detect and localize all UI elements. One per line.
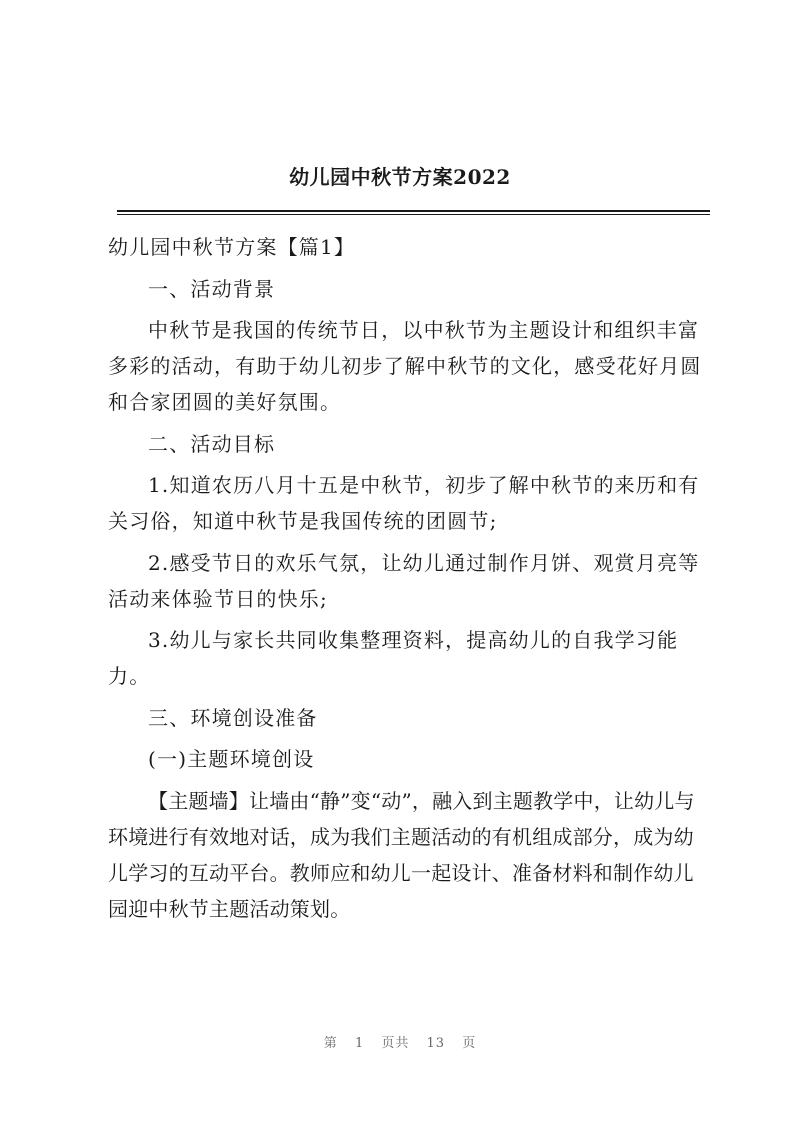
document-title: 幼儿园中秋节方案2022 [289,165,511,189]
goal-item-2: 2.感受节日的欢乐气氛，让幼儿通过制作月饼、观赏月亮等活动来体验节日的快乐; [108,550,700,611]
goal-item-3: 3.幼儿与家长共同收集整理资料，提高幼儿的自我学习能力。 [108,628,679,688]
section-heading-part1: 幼儿园中秋节方案【篇1】 [108,235,356,259]
title-divider-thin [117,214,710,215]
page-footer [0,1032,800,1051]
page-label-prefix: 第 [323,1036,338,1051]
subheading-theme-environment: (一)主题环境创设 [148,747,315,771]
current-page-number: 1 [354,1036,365,1051]
paragraph-background: 中秋节是我国的传统节日，以中秋节为主题设计和组织丰富多彩的活动，有助于幼儿初步了解中秋节的文化，感受花好月圆和合家团圆的美好氛围。 [108,318,702,414]
total-page-count: 13 [426,1036,446,1051]
document-body [108,229,712,932]
heading-activity-background: 一、活动背景 [148,276,276,301]
page-label-mid: 页共 [381,1036,410,1051]
title-divider-thick [117,210,710,212]
heading-environment-prep: 三、环境创设准备 [148,705,318,730]
heading-activity-goals: 二、活动目标 [148,431,276,456]
paragraph-theme-wall: 【主题墙】让墙由“静”变“动”，融入到主题教学中，让幼儿与环境进行有效地对话，成为我们主题活动的有机组成部分，成为幼儿学习的互动平台。教师应和幼儿一起设计、准备材料和制作幼儿园迎中秋节主题活动策划。 [108,788,695,921]
goal-item-1: 1.知道农历八月十五是中秋节，初步了解中秋节的来历和有关习俗，知道中秋节是我国传统的团圆节; [108,473,700,533]
page-label-suffix: 页 [462,1036,477,1051]
